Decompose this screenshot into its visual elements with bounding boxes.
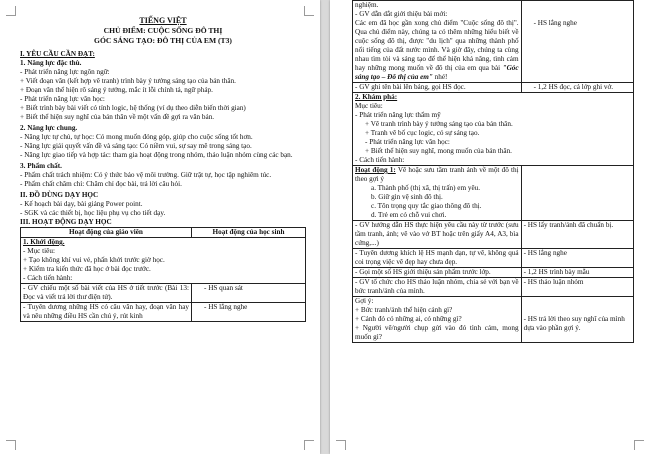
margin-mark [336,440,346,450]
text-line: - SGK và các thiết bị, học liệu phụ vụ cho tiết dạy. [20,209,166,217]
activity-2-cell [353,93,634,166]
text-paragraph [355,19,519,82]
student-cell [521,1,633,83]
text-line: - Kế hoạch bài dạy, bài giảng Power point. [20,200,143,208]
text-line: - Phát triển năng lực văn học: [365,138,450,146]
activity-2-title: 2. Khám phá: [355,93,398,101]
teacher-cell: - GV chiếu một số bài viết của HS ở tiết trước (Bài 13: Đọc và viết trả lời thư điện tử). [21,284,192,303]
subsection-general-competence: 2. Năng lực chung. [20,124,78,132]
table-header-row [21,228,306,238]
text-line: nghiệm. [355,1,379,9]
text-line: - HS trả lời theo suy nghĩ của mình dựa vào phần gợi ý. [523,315,625,332]
specific-competence-lines [20,68,306,122]
text-line: - Phẩm chất trách nhiệm: Có ý thức bảo vệ môi trường. Giữ trật tự, học tập nghiêm túc. [20,171,272,179]
teacher-cell: - GV ghi tên bài lên bảng, gọi HS đọc. [353,83,522,93]
text-line: Mục tiêu: [355,102,383,110]
table-row [353,221,634,249]
table-row [353,297,634,343]
document-page-right [330,0,650,454]
text-span: nhé! [434,73,448,81]
student-cell [521,166,633,221]
teacher-cell: Gợi ý: + Bức tranh/ảnh thể hiện cảnh gì? + Cảnh đó có những ai, có những gì? + Người vẽ/người chụp gửi vào đó tình cảm, mong muốn gì? [353,297,522,343]
teacher-cell: - Tuyên dương khích lệ HS mạnh dạn, tự vẽ, không quá coi trọng việc vẽ đẹp hay chưa đẹp. [353,249,522,268]
text-line: + Tranh vẽ bố cục logic, có sự sáng tạo. [365,129,480,137]
text-line: - Cách tiến hành: [355,156,405,164]
text-line: + Biết trình bày bài viết có tính logic, hệ thống (ví dụ theo diễn biến thời gian) [20,104,246,112]
text-line: - Năng lực giao tiếp và hợp tác: tham gia hoạt động trong nhóm, thảo luận nhóm cùng các bạn. [20,151,293,159]
lesson-heading: GÓC SÁNG TẠO: ĐÔ THỊ CỦA EM (T3) [94,35,232,45]
table-row [353,93,634,166]
left-page-content [20,16,306,322]
text-line: + Viết đoạn văn (kết hợp vẽ tranh) trình bày ý tưởng sáng tạo của bản thân. [20,77,236,85]
activity-heading [355,166,519,184]
activity-1-title: 1. Khởi động. [23,238,65,246]
section-objectives: I. YÊU CẦU CẦN ĐẠT: [20,50,95,58]
header-student: Hoạt động của học sinh [192,228,306,238]
table-row [353,249,634,268]
text-span: Các em đã học gần xong chủ điểm "Cuộc sống đô thị". Qua chủ điểm này, chúng ta có thêm những hiểu biết về cuộc sống đô thị, được "du lịch" qua những thành phố nổi tiếng của đất nước mình. Và giờ đây, chúng ta cùng nhau tìm tòi và sáng tạo để thể hiện khả năng, tình cảm hay những mong muốn về đô thị của em qua bài [355,19,519,72]
text-line: - Cách tiến hành: [23,274,73,282]
student-cell: - 1,2 HS trình bày mẫu [521,268,633,278]
doc-title: TIẾNG VIỆT [139,16,187,25]
teacher-cell: - Tuyên dương những HS có câu văn hay, đoạn văn hay và nêu những điều HS cần chú ý, rút kinh [21,303,192,322]
teacher-cell [353,166,522,221]
student-cell: - HS thảo luận nhóm [521,278,633,297]
section-activities: III. HOẠT ĐỘNG DẠY HỌC [20,218,112,226]
table-row [353,278,634,297]
text-line: + Biết thể hiện suy nghĩ, mong muốn của bản thân. [365,147,512,155]
activities-table-left [20,227,306,322]
list-item: a. Thành phố (thị xã, thị trấn) em yêu. [371,184,481,192]
subsection-qualities: 3. Phẩm chất. [20,162,62,170]
table-row [353,83,634,93]
student-cell [521,297,633,343]
text-line: + Vẽ tranh trình bày ý tưởng sáng tạo của bản thân. [365,120,513,128]
text-line: + Tạo không khí vui vẻ, phấn khởi trước giờ học. [23,256,165,264]
right-page-content [352,0,634,343]
margin-mark [6,6,16,16]
table-row [353,166,634,221]
table-row [21,303,306,322]
text-span: Vẽ hoặc sưu tầm tranh ảnh về một đô thị theo gợi ý [355,166,519,183]
text-line: - Phát triển năng lực văn học: [20,95,105,103]
text-line: - Năng lực giải quyết vấn đề và sáng tạo: Có niềm vui, sự say mê trong sáng tạo. [20,142,252,150]
document-page-left [0,0,320,454]
table-row [21,238,306,284]
student-cell: - HS lắng nghe [521,249,633,268]
section-teaching-aids: II. ĐỒ DÙNG DẠY HỌC [20,191,99,199]
margin-mark [304,6,314,16]
student-cell: - HS quan sát [192,284,306,303]
table-row [21,284,306,303]
student-cell: - HS lấy tranh/ảnh đã chuẩn bị. [521,221,633,249]
text-line: + Kiểm tra kiến thức đã học ở bài đọc trước. [23,265,151,273]
list-item: c. Tôn trọng quy tắc giao thông đô thị. [371,202,482,210]
teacher-cell [353,1,522,83]
student-cell: - 1,2 HS đọc, cả lớp ghi vở. [521,83,633,93]
student-cell: - HS lắng nghe [192,303,306,322]
text-line: - Năng lực tự chủ, tự học: Có mong muốn đóng góp, giúp cho cuộc sống tốt hơn. [20,133,253,141]
teacher-cell: - Gọi một số HS giới thiệu sản phẩm trước lớp. [353,268,522,278]
list-item: d. Trẻ em có chỗ vui chơi. [371,211,447,219]
text-line: - GV dẫn dắt giới thiệu bài mới: [355,10,448,18]
text-line: + Đoạn văn thể hiện rõ sáng ý tưởng, mắc ít lỗi chính tả, ngữ pháp. [20,86,213,94]
activity-label: Hoạt động 1: [355,166,396,174]
teacher-cell: - GV tổ chức cho HS thảo luận nhóm, chia sẻ với bạn về bức tranh/ảnh của mình. [353,278,522,297]
theme-heading: CHỦ ĐIỂM: CUỘC SỐNG ĐÔ THỊ [103,26,223,35]
subsection-specific-competence: 1. Năng lực đặc thù. [20,59,82,67]
table-row [353,1,634,83]
teacher-cell: - GV hướng dẫn HS thực hiện yêu cầu này từ trước (sưu tầm tranh, ảnh; vẽ vào vở BT hoặc trên giấy A4, A3, bìa cứng,...) [353,221,522,249]
text-line: - Phát triển năng lực ngôn ngữ: [20,68,110,76]
text-line: - Phát triển năng lực thẩm mỹ [355,111,441,119]
margin-mark [6,440,16,450]
lesson-title-quote: "Góc sáng tạo – Đô thị của em" [355,64,519,81]
activity-1-cell [21,238,306,284]
margin-mark [304,440,314,450]
list-item: b. Giữ gìn vệ sinh đô thị. [371,193,443,201]
margin-mark [634,440,644,450]
text-line: - HS lắng nghe [533,19,577,27]
table-row [353,268,634,278]
header-teacher: Hoạt động của giáo viên [21,228,192,238]
text-line: - Phẩm chất chăm chỉ: Chăm chỉ đọc bài, trả lời câu hỏi. [20,180,182,188]
text-line: - Mục tiêu: [23,247,55,255]
text-line: + Biết thể hiện suy nghĩ của bản thân về một vấn đề gợi ra văn bản. [20,113,215,121]
activities-table-right [352,0,634,343]
